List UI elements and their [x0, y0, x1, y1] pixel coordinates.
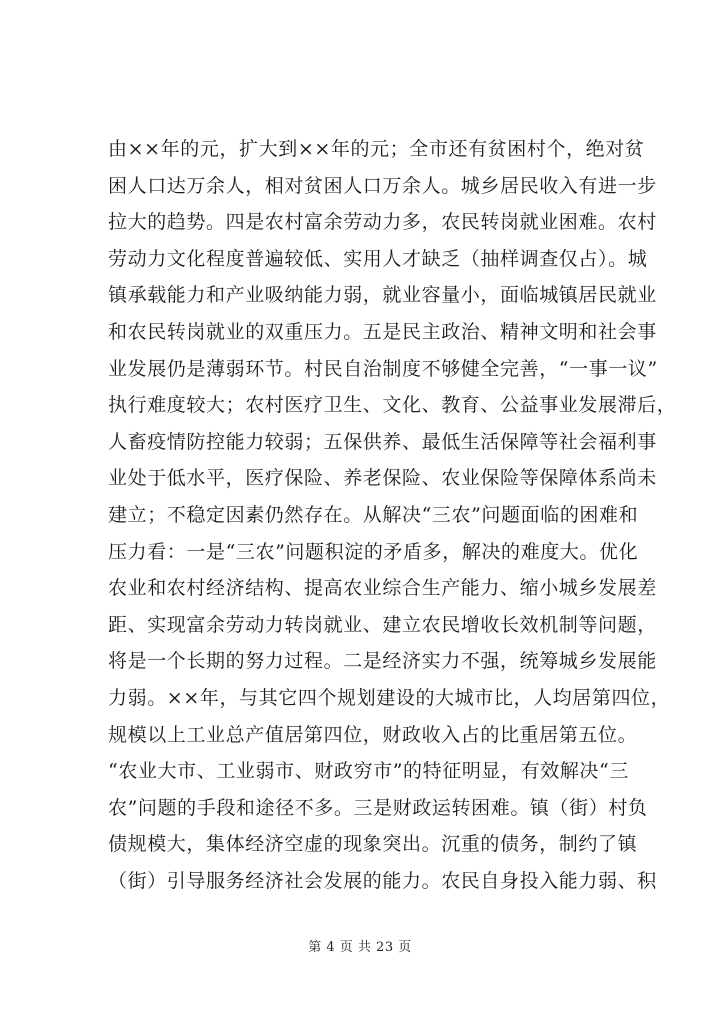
body-text	[108, 131, 677, 899]
text-line: （街）引导服务经济社会发展的能力。农民自身投入能力弱、积	[108, 869, 657, 892]
text-line: 镇承载能力和产业吸纳能力弱，就业容量小，面临城镇居民就业	[108, 284, 657, 307]
text-line: 农”问题的手段和途径不多。三是财政运转困难。镇（街）村负	[108, 796, 648, 819]
text-line: 农业和农村经济结构、提高农业综合生产能力、缩小城乡发展差	[108, 577, 657, 600]
text-line: 人畜疫情防控能力较弱；五保供养、最低生活保障等社会福利事	[108, 430, 657, 453]
text-line: 距、实现富余劳动力转岗就业、建立农民增收长效机制等问题，	[108, 613, 657, 636]
text-line: 和农民转岗就业的双重压力。五是民主政治、精神文明和社会事	[108, 320, 657, 343]
text-line: 业处于低水平，医疗保险、养老保险、农业保险等保障体系尚未	[108, 467, 657, 490]
text-line: 困人口达万余人，相对贫困人口万余人。城乡居民收入有进一步	[108, 174, 657, 197]
text-line: 由××年的元，扩大到××年的元；全市还有贫困村个，绝对贫	[108, 138, 645, 160]
text-line: 业发展仍是薄弱环节。村民自治制度不够健全完善，“一事一议”	[108, 357, 658, 380]
text-line: 劳动力文化程度普遍较低、实用人才缺乏（抽样调查仅占）。城	[108, 247, 648, 270]
text-line: 建立；不稳定因素仍然存在。从解决“三农”问题面临的困难和	[108, 503, 639, 526]
page-number: 第 4 页 共 23 页	[308, 940, 412, 955]
text-line: “农业大市、工业弱市、财政穷市”的特征明显，有效解决“三	[108, 760, 629, 783]
text-line: 压力看：一是“三农”问题积淀的矛盾多，解决的难度大。优化	[108, 540, 639, 563]
text-line: 执行难度较大；农村医疗卫生、文化、教育、公益事业发展滞后，	[108, 394, 677, 417]
page-footer	[0, 936, 720, 955]
text-line: 债规模大，集体经济空虚的现象突出。沉重的债务，制约了镇	[108, 833, 638, 856]
text-line: 将是一个长期的努力过程。二是经济实力不强，统筹城乡发展能	[108, 650, 657, 673]
text-line: 力弱。××年，与其它四个规划建设的大城市比，人均居第四位，	[108, 686, 671, 709]
text-line: 拉大的趋势。四是农村富余劳动力多，农民转岗就业困难。农村	[108, 211, 657, 234]
text-line: 规模以上工业总产值居第四位，财政收入占的比重居第五位。	[108, 723, 638, 746]
